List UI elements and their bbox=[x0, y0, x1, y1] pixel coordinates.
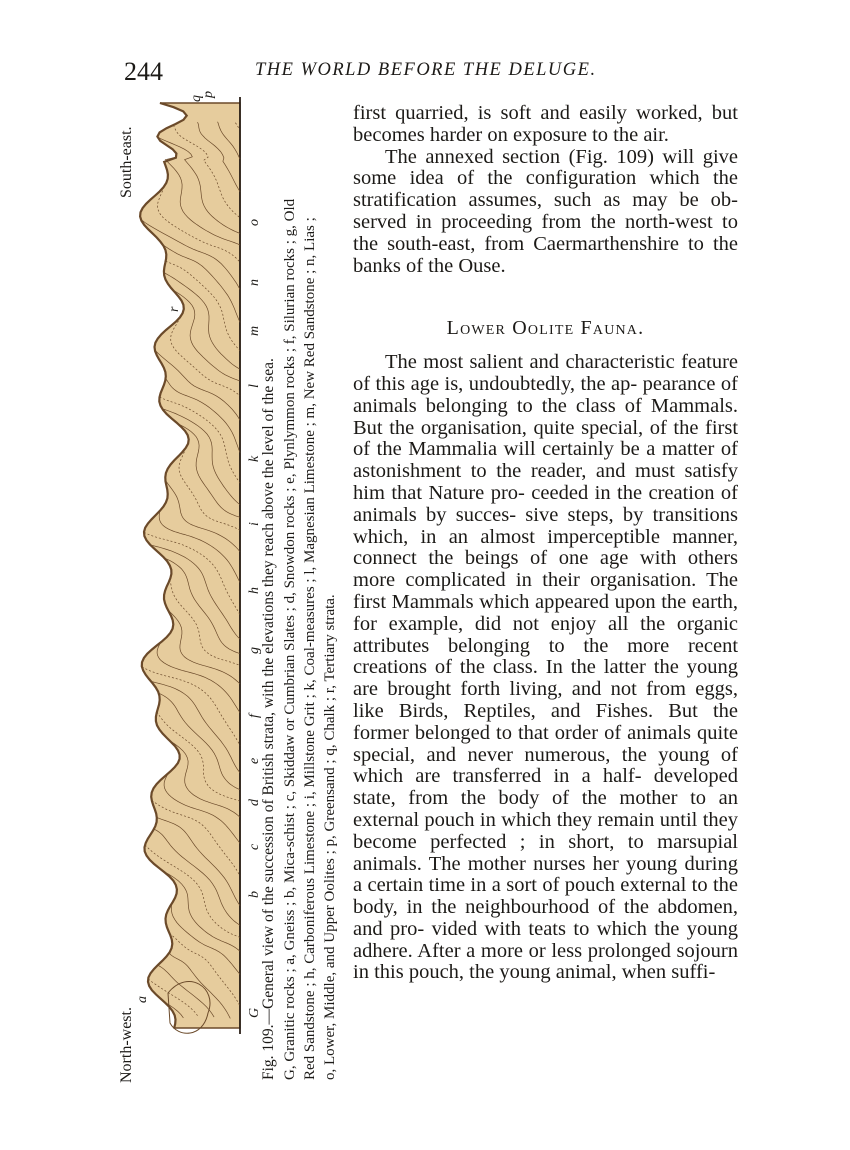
text-line: young of which are transferred in a half- bbox=[353, 743, 739, 788]
text-line: of one age with others more complicated in bbox=[353, 547, 739, 592]
text-line: the class. In the latter the young are bbox=[353, 656, 738, 701]
text-line: some idea of the configuration which the bbox=[353, 167, 738, 190]
text-line: this pouch, the young animal, when suffi- bbox=[374, 961, 716, 984]
stratum-letter-g: G bbox=[247, 1007, 262, 1018]
text-line: becomes harder on exposure to the air. bbox=[353, 123, 669, 146]
stratum-letter-r: r bbox=[167, 306, 182, 312]
text-line: served in proceeding from the north-west bbox=[353, 210, 713, 233]
legend-line: o, Lower, Middle, and Upper Oolites ; p, Greensand ; q, Chalk ; r, Tertiary strata. bbox=[322, 594, 338, 1080]
stratum-letter-a: a bbox=[135, 996, 150, 1003]
stratum-letter-g: g bbox=[247, 647, 262, 654]
text-line: former belonged to that order of animals bbox=[353, 721, 691, 744]
text-line: short, to marsupial animals. The mother bbox=[353, 830, 738, 875]
stratum-letter-e: e bbox=[247, 757, 262, 764]
figure-caption: Fig. 109.—General view of the succession of British strata, with the elevations they reach above the level of the sea. bbox=[260, 358, 277, 1080]
text-line: quite special, and never numerous, the bbox=[353, 721, 738, 766]
stratum-letter-k: k bbox=[247, 455, 262, 462]
strata-rock-body bbox=[140, 103, 240, 1028]
text-line: their organisation. The first Mammals which bbox=[353, 569, 739, 613]
text-line: imperceptible manner, connect the beings bbox=[353, 525, 738, 570]
text-line: first quarried, is soft and easily worked, but bbox=[353, 102, 738, 124]
stratum-letter-l: l bbox=[247, 384, 262, 388]
paragraph-quarry bbox=[353, 103, 738, 147]
stratum-letter-o: o bbox=[247, 219, 262, 226]
body-text bbox=[353, 103, 738, 984]
text-line: of Mammals. But the organisation, quite bbox=[353, 394, 739, 439]
text-line: appeared upon the earth, for example, bbox=[353, 590, 738, 635]
paragraph-section-intro bbox=[353, 147, 738, 278]
compass-south-east: South-east. bbox=[118, 126, 135, 198]
stratum-letter-m: m bbox=[247, 325, 262, 336]
stratum-letter-n: n bbox=[247, 279, 262, 286]
compass-north-west: North-west. bbox=[118, 1007, 135, 1083]
text-line: special, of the first of the Mammalia will bbox=[353, 416, 739, 461]
text-line: stratification assumes, such as may be ob- bbox=[353, 189, 738, 212]
text-line: did not enjoy all the organic attributes bbox=[353, 612, 739, 657]
legend-line: G, Granitic rocks ; a, Gneiss ; b, Mica-schist ; c, Skiddaw or Cumbrian Slates ; d, Snowdon rocks ; e, Plynlymmon rocks ; f, Silurian rocks ; g, Old bbox=[282, 198, 298, 1080]
text-line: After a more or less prolonged sojourn in bbox=[353, 939, 739, 984]
text-line: vided with teats to which the young adhere. bbox=[353, 917, 738, 962]
text-line: certainly be a matter of astonishment to the bbox=[353, 438, 738, 483]
stratum-letter-c: c bbox=[247, 843, 262, 850]
stratum-letter-d: d bbox=[247, 799, 262, 806]
stratum-letter-b: b bbox=[247, 891, 262, 898]
figure-legend bbox=[280, 170, 340, 1080]
text-line: belonging to the more recent creations of bbox=[353, 634, 739, 679]
text-line: developed state, from the body of the bbox=[353, 765, 738, 810]
stratum-letter-q: q bbox=[189, 95, 204, 102]
text-line: The annexed section (Fig. 109) will give bbox=[385, 145, 738, 168]
text-line: sort of pouch external to the body, in the bbox=[353, 874, 739, 919]
text-line: sive steps, by transitions which, in an almost bbox=[353, 503, 739, 548]
text-line: to the south-east, from Caermarthenshire bbox=[353, 210, 738, 255]
section-heading: Lower Oolite Fauna. bbox=[446, 317, 645, 340]
text-line: reader, and must satisfy him that Nature pro- bbox=[353, 460, 738, 504]
stratum-letter-i: i bbox=[247, 522, 262, 526]
stratum-letter-f: f bbox=[247, 714, 262, 718]
text-line: remain until they become perfected ; in bbox=[353, 808, 739, 853]
text-line: mother to an external pouch in which they bbox=[353, 787, 738, 831]
text-line: to the banks of the Ouse. bbox=[353, 232, 738, 277]
text-line: The most salient and characteristic bbox=[385, 351, 675, 374]
stratum-letter-p: p bbox=[201, 91, 216, 98]
strata-section-figure bbox=[108, 88, 340, 1093]
running-title: THE WORLD BEFORE THE DELUGE. bbox=[255, 60, 597, 80]
page-number: 244 bbox=[124, 57, 163, 86]
text-line: feature of this age is, undoubtedly, the ap- bbox=[353, 351, 739, 395]
text-line: like Birds, Reptiles, and Fishes. But the bbox=[353, 699, 738, 722]
text-line: neighbourhood of the abdomen, and pro- bbox=[353, 896, 738, 940]
text-line: ceeded in the creation of animals by succes- bbox=[353, 481, 738, 526]
text-line: pearance of animals belonging to the class bbox=[353, 372, 739, 417]
text-line: brought forth living, and not from eggs, bbox=[387, 678, 738, 701]
legend-line: Red Sandstone ; h, Carboniferous Limestone ; i, Millstone Grit ; k, Coal-measures ; l, Magnesian Limestone ; m, New Red Sandstone ; n, Lias ; bbox=[302, 217, 318, 1080]
paragraph-mammals bbox=[353, 352, 738, 984]
stratum-letter-h: h bbox=[247, 587, 262, 594]
text-line: nurses her young during a certain time in a bbox=[353, 852, 738, 897]
